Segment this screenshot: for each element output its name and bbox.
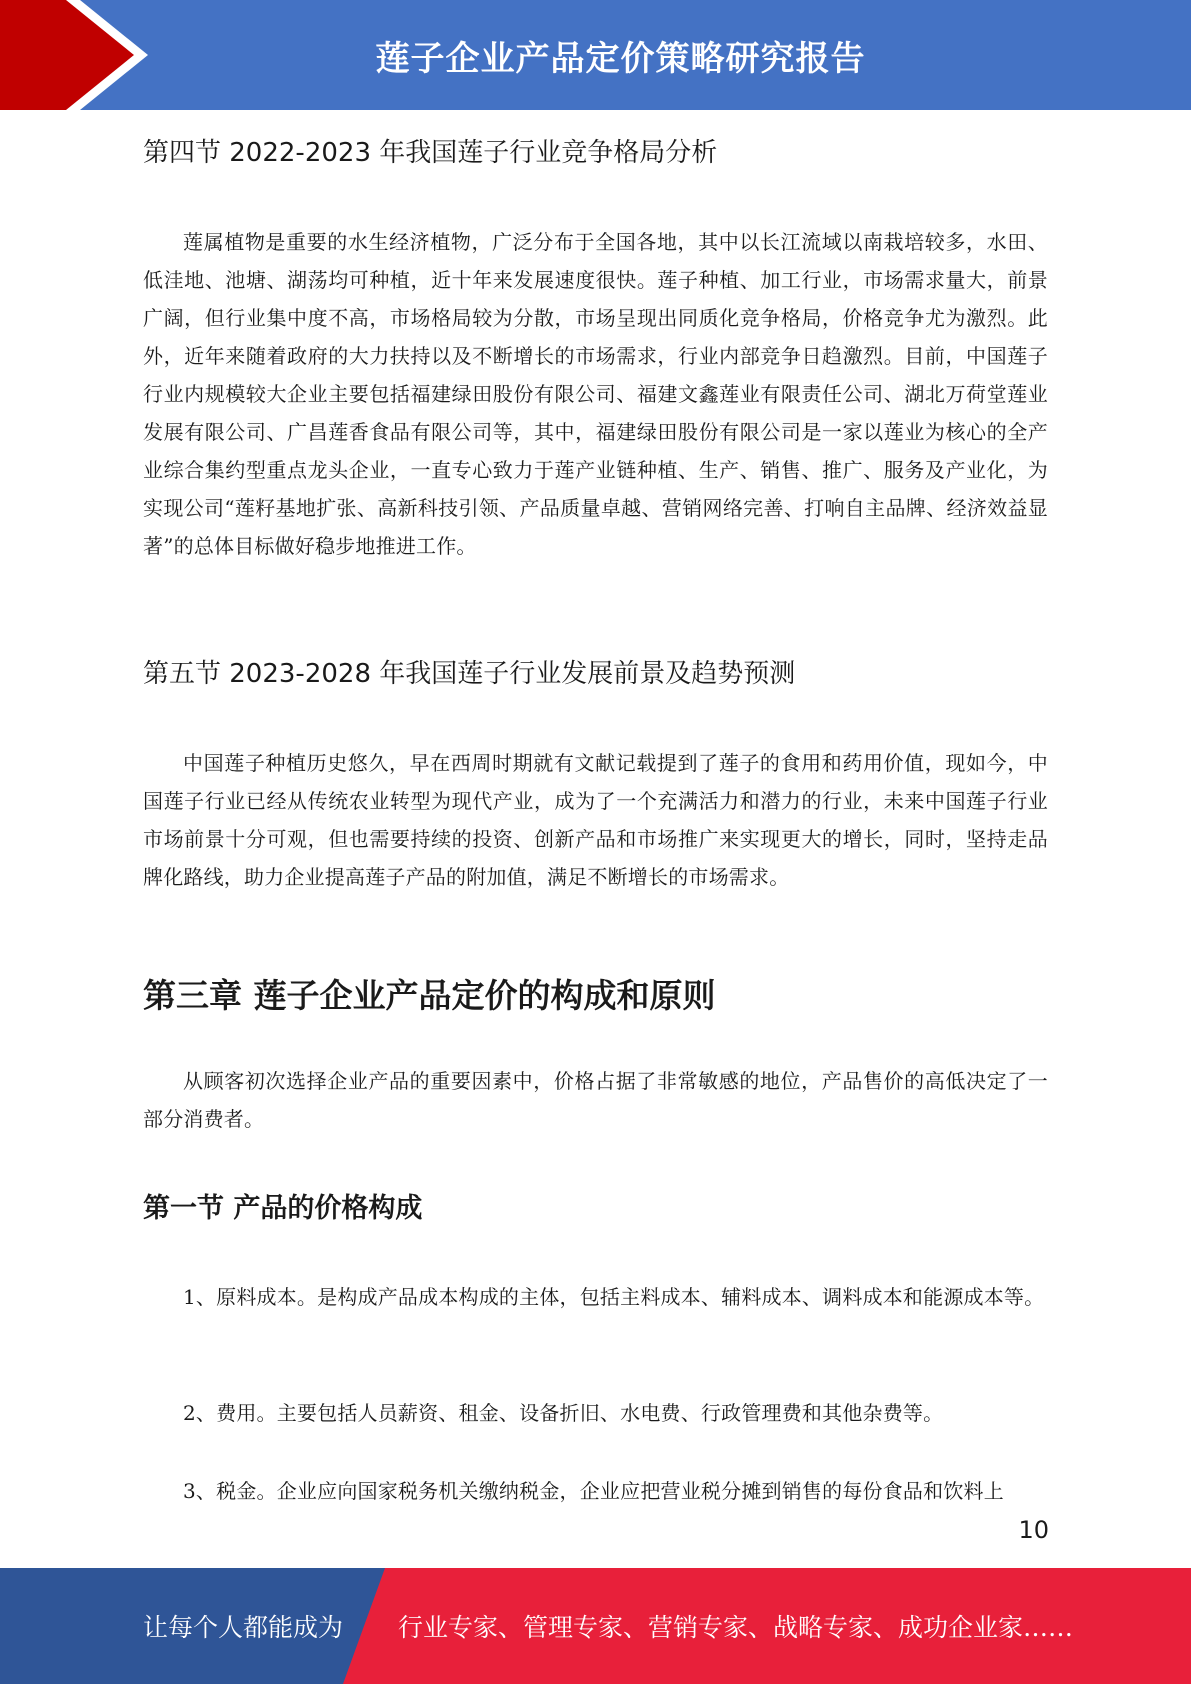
page-header [0,0,1191,110]
section-4-heading: 第四节 2022-2023 年我国莲子行业竞争格局分析 [143,138,718,168]
list-item-expenses: 2、费用。主要包括人员薪资、租金、设备折旧、水电费、行政管理费和其他杂费等。 [183,1401,944,1425]
report-title: 莲子企业产品定价策略研究报告 [375,38,866,79]
list-item-raw-material-cost: 1、原料成本。是构成产品成本构成的主体，包括主料成本、辅料成本、调料成本和能源成本等。 [183,1285,1045,1309]
section-4-paragraph: 莲属植物是重要的水生经济植物，广泛分布于全国各地，其中以长江流域以南栽培较多，水田、低洼地、池塘、湖荡均可种植，近十年来发展速度很快。莲子种植、加工行业，市场需求量大，前景广阔，但行业集中度不高，市场格局较为分散，市场呈现出同质化竞争格局，价格竞争尤为激烈。此外，近年来随着政府的大力扶持以及不断增长的市场需求，行业内部竞争日趋激烈。目前，中国莲子行业内规模较大企业主要包括福建绿田股份有限公司、福建文鑫莲业有限责任公司、湖北万荷堂莲业发展有限公司、广昌莲香食品有限公司等，其中，福建绿田股份有限公司是一家以莲业为核心的全产业综合集约型重点龙头企业，一直专心致力于莲产业链种植、生产、销售、推广、服务及产业化，为实现公司“莲籽基地扩张、高新科技引领、产品质量卓越、营销网络完善、打响自主品牌、经济效益显著”的总体目标做好稳步地推进工作。 [143,230,1048,558]
footer-slogan-right: 行业专家、管理专家、营销专家、战略专家、成功企业家…… [398,1613,1074,1642]
section-5-heading: 第五节 2023-2028 年我国莲子行业发展前景及趋势预测 [143,659,796,689]
section-5-paragraph: 中国莲子种植历史悠久，早在西周时期就有文献记载提到了莲子的食用和药用价值，现如今，中国莲子行业已经从传统农业转型为现代产业，成为了一个充满活力和潜力的行业，未来中国莲子行业市场前景十分可观，但也需要持续的投资、创新产品和市场推广来实现更大的增长，同时，坚持走品牌化路线，助力企业提高莲子产品的附加值，满足不断增长的市场需求。 [143,751,1048,889]
page-number: 10 [1018,1516,1049,1544]
chapter-3-section-1-heading: 第一节 产品的价格构成 [143,1193,423,1224]
chapter-3-intro: 从顾客初次选择企业产品的重要因素中，价格占据了非常敏感的地位，产品售价的高低决定了一部分消费者。 [143,1069,1048,1131]
page-footer [0,1568,1191,1684]
list-item-taxes: 3、税金。企业应向国家税务机关缴纳税金，企业应把营业税分摊到销售的每份食品和饮料上 [183,1479,1004,1503]
footer-slogan-left: 让每个人都能成为 [143,1613,344,1642]
chapter-3-heading: 第三章 莲子企业产品定价的构成和原则 [143,976,716,1015]
